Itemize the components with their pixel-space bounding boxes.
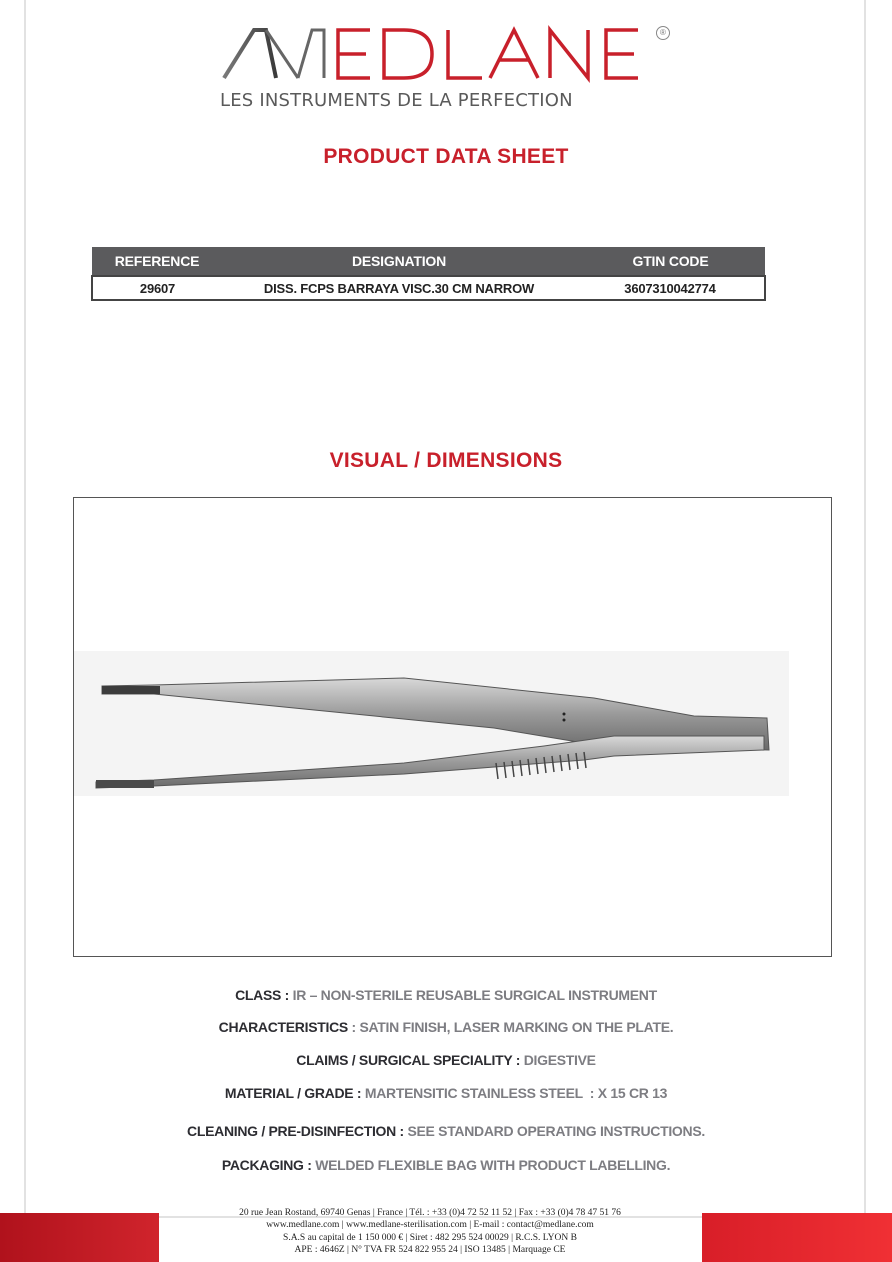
spec-cleaning bbox=[0, 1123, 892, 1139]
spec-cleaning-value: SEE STANDARD OPERATING INSTRUCTIONS. bbox=[403, 1123, 705, 1139]
spec-material-key: MATERIAL / GRADE : bbox=[224, 1085, 362, 1101]
visual-box bbox=[73, 497, 832, 957]
column-header-designation: DESIGNATION bbox=[222, 247, 576, 276]
spec-packaging bbox=[0, 1157, 892, 1173]
spec-claims bbox=[0, 1052, 892, 1068]
medlane-logo bbox=[220, 22, 672, 84]
spec-material-value: MARTENSITIC STAINLESS STEEL : X 15 CR 13 bbox=[361, 1085, 668, 1101]
spec-packaging-value: WELDED FLEXIBLE BAG WITH PRODUCT LABELLING. bbox=[311, 1157, 671, 1173]
footer-red-bar-left bbox=[0, 1213, 159, 1262]
footer-address: 20 rue Jean Rostand, 69740 Genas | France | Tél. : +33 (0)4 72 52 11 52 | Fax : +33 (0)4 78 47 51 76 bbox=[239, 1208, 621, 1218]
designation-cell: DISS. FCPS BARRAYA VISC.30 CM NARROW bbox=[263, 280, 535, 296]
footer-web: www.medlane.com | www.medlane-sterilisation.com | E-mail : contact@medlane.com bbox=[266, 1220, 594, 1231]
column-header-gtin: GTIN CODE bbox=[576, 247, 765, 276]
footer-company: S.A.S au capital de 1 150 000 € | Siret : 482 295 524 00029 | R.C.S. LYON B bbox=[283, 1232, 577, 1243]
table-row bbox=[92, 276, 765, 300]
registered-mark: ® bbox=[656, 26, 670, 40]
spec-cleaning-key: CLEANING / PRE-DISINFECTION : bbox=[187, 1123, 404, 1139]
column-header-reference: REFERENCE bbox=[92, 247, 222, 276]
footer-red-bar-right bbox=[702, 1213, 892, 1262]
spec-class-value: IR – NON-STERILE REUSABLE SURGICAL INSTRUMENT bbox=[289, 987, 657, 1003]
footer-registration: APE : 4646Z | N° TVA FR 524 822 955 24 | ISO 13485 | Marquage CE bbox=[294, 1244, 566, 1255]
gtin-cell: 3607310042774 bbox=[624, 280, 716, 296]
spec-class-key: CLASS : bbox=[235, 987, 290, 1003]
visual-dimensions-title: VISUAL / DIMENSIONS bbox=[329, 449, 563, 472]
spec-material bbox=[0, 1085, 892, 1101]
product-data-sheet-title: PRODUCT DATA SHEET bbox=[323, 145, 569, 168]
spec-packaging-key: PACKAGING : bbox=[221, 1157, 312, 1173]
table-header-row bbox=[92, 247, 765, 276]
spec-characteristics-value: : SATIN FINISH, LASER MARKING ON THE PLATE. bbox=[347, 1019, 674, 1035]
spec-claims-value: DIGESTIVE bbox=[520, 1052, 596, 1068]
brand-tagline: LES INSTRUMENTS DE LA PERFECTION bbox=[220, 90, 573, 111]
spec-claims-key: CLAIMS / SURGICAL SPECIALITY : bbox=[296, 1052, 521, 1068]
spec-characteristics-key: CHARACTERISTICS bbox=[218, 1019, 348, 1035]
reference-cell: 29607 bbox=[139, 280, 176, 296]
footer bbox=[160, 1207, 700, 1256]
forceps-image bbox=[74, 498, 831, 956]
product-table bbox=[91, 247, 766, 301]
spec-characteristics bbox=[0, 1019, 892, 1035]
spec-class bbox=[0, 987, 892, 1003]
